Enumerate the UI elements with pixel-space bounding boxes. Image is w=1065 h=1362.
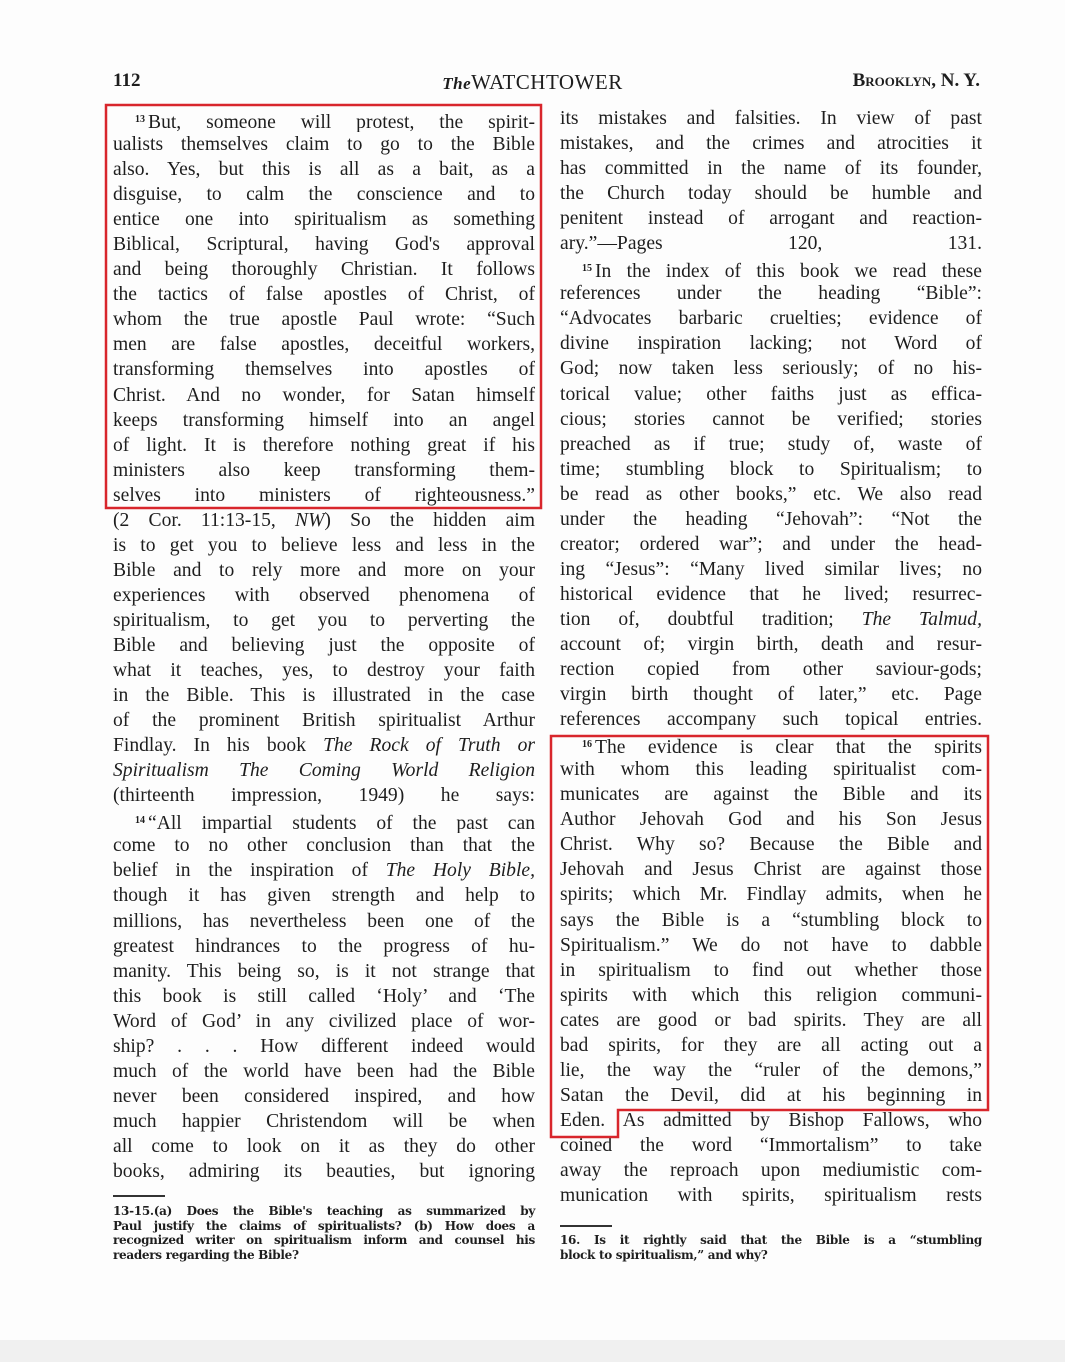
text-segment: ministers also keep transforming them- (113, 459, 535, 481)
text-segment: “All impartial students of the past can (148, 813, 535, 834)
text-segment: whom the true apostle Paul wrote: “Such (113, 309, 535, 331)
paragraph-number: 13 (135, 114, 145, 125)
italic-title: The Rock of Truth or (323, 735, 535, 757)
text-segment: historical evidence that he lived; resurrec- (560, 583, 982, 605)
text-segment: (thirteenth impression, 1949) he says: (113, 785, 535, 807)
footnote-line: block to spiritualism,” and why? (560, 1247, 768, 1262)
text-segment: creator; ordered war”; and under the head- (560, 533, 982, 555)
text-segment: Christ. Why so? Because the Bible and (560, 834, 982, 856)
text-segment: spirits with which this religion communi- (560, 984, 982, 1006)
text-segment: be read as other books,” etc. We also read (560, 483, 982, 505)
text-segment: penitent instead of arrogant and reaction- (560, 208, 982, 230)
text-segment: virgin birth thought of later,” etc. Page (560, 684, 982, 706)
text-segment: account of; virgin birth, death and resur- (560, 633, 982, 655)
text-segment: come to no other conclusion than that the (113, 835, 535, 857)
text-segment: ary.”—Pages 120, 131. (560, 233, 982, 255)
text-segment: entice one into spiritualism as something (113, 209, 535, 231)
text-segment: bad spirits, for they are all acting out a (560, 1034, 982, 1056)
text-segment: never been considered inspired, and how (113, 1085, 535, 1107)
text-segment: Bible and believing just the opposite of (113, 634, 535, 656)
publication-location: Brooklyn, N. Y. (852, 70, 980, 91)
text-segment: under the heading “Jehovah”: “Not the (560, 508, 982, 530)
text-segment: has committed in the name of its founder, (560, 158, 982, 180)
text-segment: spirits; which Mr. Findlay admits, when he (560, 884, 982, 906)
text-segment: cious; stories cannot be verified; stories (560, 408, 982, 430)
text-segment: experiences with observed phenomena of (113, 584, 535, 606)
text-segment: divine inspiration lacking; not Word of (560, 333, 982, 355)
text-segment: in spiritualism to find out whether those (560, 959, 982, 981)
text-segment: though it has given strength and help to (113, 885, 535, 907)
footnote-line: recognized writer on spiritualism inform and counsel his (113, 1233, 535, 1247)
page-number: 112 (113, 70, 141, 91)
text-segment: lie, the way the “ruler of the demons,” (560, 1059, 982, 1081)
text-segment: rection copied from other saviour-gods; (560, 659, 982, 681)
text-segment: its mistakes and falsities. In view of past (560, 108, 982, 129)
footnote-line: 16. Is it rightly said that the Bible is a “stumbling (560, 1233, 982, 1247)
text-segment: says the Bible is a “stumbling block to (560, 909, 982, 931)
title-the: The (442, 74, 472, 93)
text-segment: the tactics of false apostles of Christ, of (113, 284, 535, 306)
text-segment: books, admiring its beauties, but ignoring (113, 1160, 535, 1182)
text-segment: Satan the Devil, did at his beginning in (560, 1084, 982, 1106)
italic-title: The Holy Bible, (385, 860, 535, 882)
text-segment: munication with spirits, spiritualism rests (560, 1185, 982, 1207)
text-segment: Author Jehovah God and his Son Jesus (560, 809, 982, 831)
text-segment: much of the world have been had the Bible (113, 1060, 535, 1082)
text-segment: Word of God’ in any civilized place of wor- (113, 1010, 535, 1032)
highlight-box-paragraph-16 (551, 736, 988, 1137)
text-segment: Biblical, Scriptural, having God's approval (113, 234, 535, 256)
text-segment: with whom this leading spiritualist com- (560, 759, 982, 781)
text-segment: torical value; other faiths just as effica- (560, 383, 982, 405)
text-segment: But, someone will protest, the spirit- (148, 112, 535, 133)
paragraph-number: 14 (135, 815, 145, 827)
text-segment: In the index of this book we read these (595, 261, 982, 282)
footnote-line: readers regarding the Bible? (113, 1247, 299, 1262)
text-segment: cates are good or bad spirits. They are all (560, 1009, 982, 1031)
text-segment: Eden. As admitted by Bishop Fallows, who (560, 1109, 982, 1131)
paragraph-number: 15 (582, 263, 592, 275)
text-segment: mistakes, and the crimes and atrocities it (560, 133, 982, 155)
paragraph-number: 16 (582, 739, 592, 751)
text-segment: away the reproach upon mediumistic com- (560, 1159, 982, 1181)
text-segment: what it teaches, yes, to destroy your faith (113, 660, 535, 682)
text-segment: tion of, doubtful tradition; (560, 608, 862, 630)
text-segment: municates are against the Bible and its (560, 784, 982, 806)
text-segment: transforming themselves into apostles of (113, 359, 535, 381)
text-segment: Bible and to rely more and more on your (113, 559, 535, 581)
text-segment: ) So the hidden aim (324, 509, 535, 531)
text-segment: selves into ministers of righteousness.” (113, 484, 535, 506)
text-segment: coined the word “Immortalism” to take (560, 1134, 982, 1156)
text-segment: greatest hindrances to the progress of hu- (113, 935, 535, 957)
text-segment: of the prominent British spiritualist Arthur (113, 710, 535, 732)
text-segment: preached as if true; study of, waste of (560, 433, 982, 455)
text-segment: “Advocates barbaric cruelties; evidence of (560, 308, 982, 330)
text-segment: spiritualism, to get you to perverting the (113, 609, 535, 631)
text-segment: references under the heading “Bible”: (560, 283, 982, 305)
text-segment: also. Yes, but this is all as a bait, as a (113, 159, 535, 181)
text-segment: keeps transforming himself into an angel (113, 409, 535, 431)
text-segment: disguise, to calm the conscience and to (113, 184, 535, 206)
italic-title: NW (295, 509, 325, 531)
footnote-line: 13-15.(a) Does the Bible's teaching as summarized by (113, 1204, 535, 1218)
text-segment: in the Bible. This is illustrated in the case (113, 685, 535, 707)
title-main: WATCHTOWER (471, 70, 623, 94)
text-segment: references accompany such topical entries. (560, 709, 982, 731)
italic-title: The Talmud, (861, 608, 982, 630)
text-segment: Findlay. In his book (113, 735, 324, 757)
text-segment: all come to look on it as they do other (113, 1135, 535, 1157)
text-segment: (2 Cor. 11:13-15, (113, 509, 295, 531)
text-segment: ing “Jesus”: “Many lived similar lives; no (560, 558, 982, 580)
text-segment: much happier Christendom will be when (113, 1110, 535, 1132)
text-segment: men are false apostles, deceitful workers, (113, 334, 535, 356)
footnote-line: Paul justify the claims of spiritualists? (b) How does a (113, 1218, 535, 1233)
text-segment: time; stumbling block to Spiritualism; to (560, 458, 982, 480)
text-segment: millions, has nevertheless been one of the (113, 910, 535, 932)
text-segment: manity. This being so, is it not strange that (113, 960, 535, 982)
italic-title: Spiritualism The Coming World Religion (113, 760, 535, 782)
text-segment: God; now taken less seriously; of no his- (560, 358, 982, 380)
text-segment: of light. It is therefore nothing great if his (113, 434, 535, 456)
text-segment: Jehovah and Jesus Christ are against those (560, 859, 982, 881)
highlight-box-paragraph-13 (106, 105, 541, 508)
text-segment: this book is still called ‘Holy’ and ‘The (113, 985, 535, 1007)
text-segment: ualists themselves claim to go to the Bible (113, 134, 535, 156)
text-segment: Christ. And no wonder, for Satan himself (113, 384, 535, 406)
text-segment: and being thoroughly Christian. It follows (113, 259, 535, 281)
text-segment: the Church today should be humble and (560, 183, 982, 205)
text-segment: ship? . . . How different indeed would (113, 1035, 535, 1057)
text-segment: Spiritualism.” We do not have to dabble (560, 934, 982, 956)
text-segment: The evidence is clear that the spirits (595, 737, 982, 758)
text-segment: belief in the inspiration of (113, 860, 386, 882)
text-segment: is to get you to believe less and less in the (113, 534, 535, 556)
